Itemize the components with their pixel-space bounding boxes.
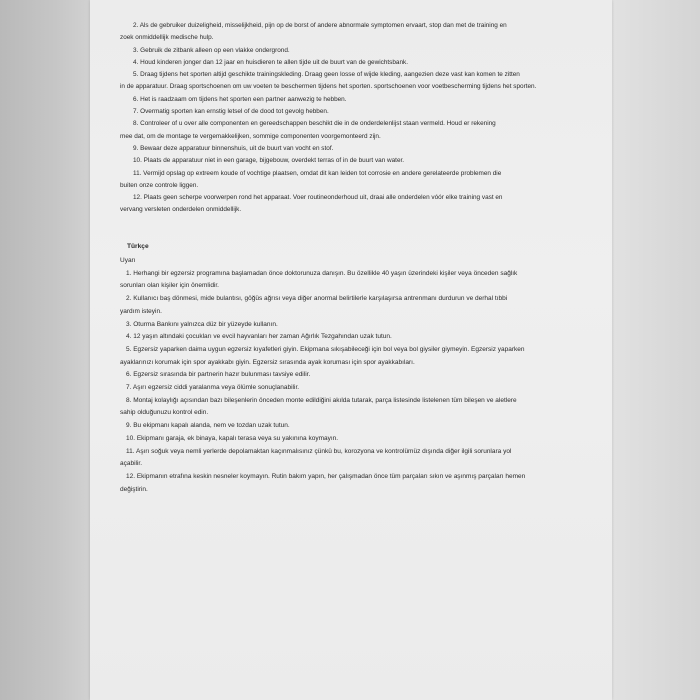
warning-item-first-line: 5. Draag tijdens het sporten altijd geschikte trainingskleding. Draag geen losse of wijde kleding, aangezien deze vast kan komen te zitten xyxy=(133,71,520,79)
warning-item xyxy=(120,155,590,167)
warning-item-first-line: 1. Herhangi bir egzersiz programına başlamadan önce doktorunuza danışın. Bu özellikle 40 yaşın üzerindeki kişiler veya önceden sağlık xyxy=(126,269,518,277)
warning-item xyxy=(120,395,590,420)
warning-item xyxy=(120,369,590,382)
warning-item-first-line: 9. Bewaar deze apparatuur binnenshuis, uit de buurt van vocht en stof. xyxy=(133,144,334,152)
warning-item-first-line: 7. Overmatig sporten kan ernstig letsel of de dood tot gevolg hebben. xyxy=(133,108,329,116)
warning-item xyxy=(120,57,590,69)
warning-item xyxy=(120,331,590,344)
warning-item-first-line: 8. Montaj kolaylığı açısından bazı bileşenlerin önceden monte edildiğini akılda tutarak, parça listesinde listelenen tüm bileşen ve aletlere xyxy=(126,396,517,404)
warning-item-first-line: 10. Ekipmanı garaja, ek binaya, kapalı terasa veya su yakınına koymayın. xyxy=(126,434,339,442)
section-title-turkish: Türkçe xyxy=(127,242,149,250)
warning-item xyxy=(120,420,590,433)
warning-item xyxy=(120,20,590,45)
warning-item-first-line: 12. Plaats geen scherpe voorwerpen rond het apparaat. Voer routineonderhoud uit, draai alle onderdelen vóór elke training vast en xyxy=(133,194,503,202)
warning-item-first-line: 11. Vermijd opslag op extreem koude of vochtige plaatsen, omdat dit kan leiden tot corrosie en andere gerelateerde problemen die xyxy=(133,169,502,177)
warning-item-continuation: zoek onmiddellijk medische hulp. xyxy=(120,34,214,42)
warning-item xyxy=(120,94,590,106)
warning-item-first-line: 3. Gebruik de zitbank alleen op een vlakke ondergrond. xyxy=(133,46,290,54)
warning-item-continuation: ayaklarınızı korumak için spor ayakkabı giyin. Egzersiz sırasında ayak koruması için spor ayakkabıları. xyxy=(120,358,415,366)
warning-item-first-line: 2. Als de gebruiker duizeligheid, misselijkheid, pijn op de borst of andere abnormale symptomen ervaart, stop dan met de training en xyxy=(133,22,507,29)
warning-item xyxy=(120,192,590,217)
warning-item-first-line: 11. Aşırı soğuk veya nemli yerlerde depolamaktan kaçınmalısınız çünkü bu, korozyona ve kontrolümüz dışında diğer ilgili sorunlara yol xyxy=(126,447,512,455)
warning-item-first-line: 9. Bu ekipmanı kapalı alanda, nem ve tozdan uzak tutun. xyxy=(126,422,290,430)
warning-item-continuation: değiştirin. xyxy=(120,485,148,493)
warning-item xyxy=(120,106,590,118)
warning-item-first-line: 4. Houd kinderen jonger dan 12 jaar en huisdieren te allen tijde uit de buurt van de gewichtsbank. xyxy=(133,58,408,66)
warning-item-continuation: mee dat, om de montage te vergemakkelijken, sommige componenten voorgemonteerd zijn. xyxy=(120,132,381,140)
warning-item-continuation: sahip olduğunuzu kontrol edin. xyxy=(120,409,209,417)
warning-item xyxy=(120,143,590,155)
warning-item-continuation: sorunları olan kişiler için önemlidir. xyxy=(120,282,219,290)
document-content xyxy=(120,20,590,496)
warning-item-first-line: 8. Controleer of u over alle componenten en gereedschappen beschikt die in de onderdelenlijst staan vermeld. Houd er rekening xyxy=(133,120,496,128)
warning-item xyxy=(120,433,590,446)
warning-item-first-line: 5. Egzersiz yaparken daima uygun egzersiz kıyafetleri giyin. Ekipmana sıkışabileceği için bol veya bol giysiler giymeyin. Egzersiz yaparken xyxy=(126,345,525,353)
warning-item-first-line: 12. Ekipmanın etrafına keskin nesneler koymayın. Rutin bakım yapın, her çalışmadan önce tüm parçaları sıkın ve aşınmış parçaları hemen xyxy=(126,473,526,480)
warning-item xyxy=(120,344,590,369)
warning-item-continuation: buiten onze controle liggen. xyxy=(120,181,199,189)
warning-item-first-line: 7. Aşırı egzersiz ciddi yaralanma veya ölümle sonuçlanabilir. xyxy=(126,384,300,392)
warning-item-first-line: 6. Egzersiz sırasında bir partnerin hazır bulunması tavsiye edilir. xyxy=(126,371,311,379)
background-left xyxy=(0,0,92,700)
warning-item-continuation: yardım isteyin. xyxy=(120,307,162,315)
warning-item-first-line: 3. Oturma Bankını yalnızca düz bir yüzeyde kullanın. xyxy=(126,320,278,328)
warning-item xyxy=(120,69,590,94)
warning-item xyxy=(120,382,590,395)
warning-item xyxy=(120,319,590,332)
turkish-warning-list xyxy=(120,268,590,497)
background-right xyxy=(608,0,700,700)
warning-item xyxy=(120,118,590,143)
section-subtitle-warning: Uyarı xyxy=(120,257,136,265)
document-page xyxy=(90,0,612,700)
warning-item-continuation: in de apparatuur. Draag sportschoenen om uw voeten te beschermen tijdens het sporten. sportschoenen voor voetbescherming tijdens het sporten. xyxy=(120,83,537,91)
warning-item xyxy=(120,45,590,57)
warning-item-first-line: 2. Kullanıcı baş dönmesi, mide bulantısı, göğüs ağrısı veya diğer anormal belirtilerle karşılaşırsa antrenmanı durdurun ve derhal tıbbi xyxy=(126,295,508,303)
warning-item xyxy=(120,168,590,193)
dutch-warning-list xyxy=(120,20,590,217)
warning-item-first-line: 4. 12 yaşın altındaki çocukları ve evcil hayvanları her zaman Ağırlık Tezgahından uzak tutun. xyxy=(126,333,392,341)
warning-item xyxy=(120,471,590,496)
warning-item-first-line: 6. Het is raadzaam om tijdens het sporten een partner aanwezig te hebben. xyxy=(133,95,347,103)
warning-item xyxy=(120,268,590,293)
warning-item-continuation: vervang versleten onderdelen onmiddellijk. xyxy=(120,206,242,214)
warning-item-first-line: 10. Plaats de apparatuur niet in een garage, bijgebouw, overdekt terras of in de buurt van water. xyxy=(133,157,405,165)
warning-item-continuation: açabilir. xyxy=(120,460,143,468)
warning-item xyxy=(120,446,590,471)
warning-item xyxy=(120,293,590,318)
